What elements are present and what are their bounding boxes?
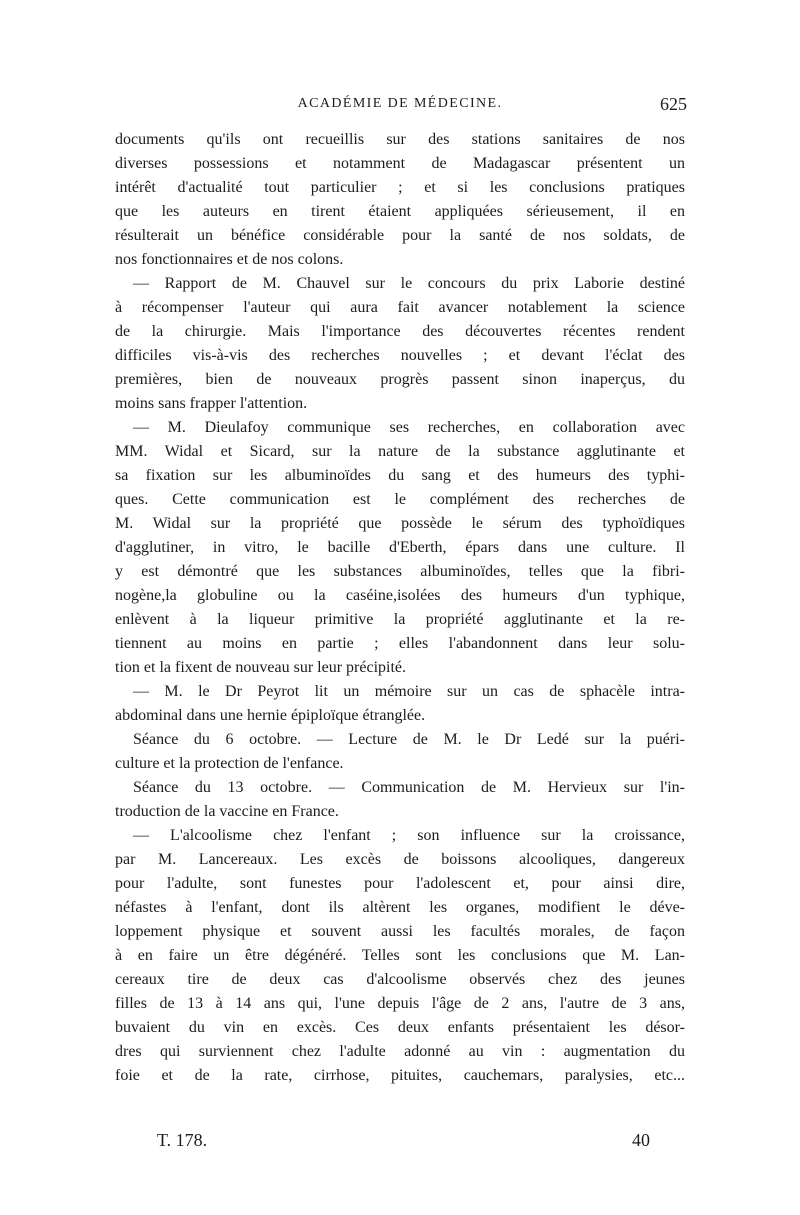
text-line: Séance du 6 octobre. — Lecture de M. le Dr Ledé sur la puéri- — [133, 731, 685, 748]
text-line: néfastes à l'enfant, dont ils altèrent les organes, modifient le déve- — [115, 899, 685, 916]
text-line: de la chirurgie. Mais l'importance des découvertes récentes rendent — [115, 323, 685, 340]
text-line: tiennent au moins en partie ; elles l'abandonnent dans leur solu- — [115, 635, 685, 652]
text-line: ques. Cette communication est le complément des recherches de — [115, 491, 685, 508]
text-line: par M. Lancereaux. Les excès de boissons alcooliques, dangereux — [115, 851, 685, 868]
signature-mark: T. 178. — [157, 1130, 208, 1150]
page-number: 625 — [660, 94, 687, 114]
text-line: d'agglutiner, in vitro, le bacille d'Eberth, épars dans une culture. Il — [115, 539, 685, 556]
page-footer — [115, 1130, 685, 1156]
text-line: diverses possessions et notamment de Madagascar présentent un — [115, 155, 685, 172]
text-line: filles de 13 à 14 ans qui, l'une depuis l'âge de 2 ans, l'autre de 3 ans, — [115, 995, 685, 1012]
sheet-number: 40 — [632, 1130, 650, 1150]
text-line: — M. le Dr Peyrot lit un mémoire sur un cas de sphacèle intra- — [133, 683, 685, 700]
text-line: loppement physique et souvent aussi les facultés morales, de façon — [115, 923, 685, 940]
text-line: — Rapport de M. Chauvel sur le concours du prix Laborie destiné — [133, 275, 685, 292]
text-line: dres qui surviennent chez l'adulte adonné au vin : augmentation du — [115, 1043, 685, 1060]
running-head — [115, 96, 685, 120]
text-line: abdominal dans une hernie épiploïque étranglée. — [115, 707, 426, 724]
text-line: MM. Widal et Sicard, sur la nature de la substance agglutinante et — [115, 443, 685, 460]
text-line: troduction de la vaccine en France. — [115, 803, 339, 820]
text-line: nogène,la globuline ou la caséine,isolées des humeurs d'un typhique, — [115, 587, 685, 604]
text-line: moins sans frapper l'attention. — [115, 395, 308, 412]
text-line: buvaient du vin en excès. Ces deux enfants présentaient les désor- — [115, 1019, 685, 1036]
text-line: culture et la protection de l'enfance. — [115, 755, 344, 772]
text-line: foie et de la rate, cirrhose, pituites, cauchemars, paralysies, etc... — [115, 1067, 685, 1084]
text-line: Séance du 13 octobre. — Communication de M. Hervieux sur l'in- — [133, 779, 685, 796]
text-line: documents qu'ils ont recueillis sur des stations sanitaires de nos — [115, 131, 685, 148]
text-line: sa fixation sur les albuminoïdes du sang et des humeurs des typhi- — [115, 467, 685, 484]
text-line: — L'alcoolisme chez l'enfant ; son influence sur la croissance, — [133, 827, 685, 844]
text-line: difficiles vis-à-vis des recherches nouvelles ; et devant l'éclat des — [115, 347, 685, 364]
text-line: à récompenser l'auteur qui aura fait avancer notablement la science — [115, 299, 685, 316]
text-line: y est démontré que les substances albuminoïdes, telles que la fibri- — [115, 563, 685, 580]
body-text — [115, 128, 685, 1088]
text-line: premières, bien de nouveaux progrès passent sinon inaperçus, du — [115, 371, 685, 388]
text-line: que les auteurs en tirent étaient appliquées sérieusement, il en — [115, 203, 685, 220]
text-line: résulterait un bénéfice considérable pour la santé de nos soldats, de — [115, 227, 685, 244]
running-title: ACADÉMIE DE MÉDECINE. — [297, 96, 503, 111]
text-line: pour l'adulte, sont funestes pour l'adolescent et, pour ainsi dire, — [115, 875, 685, 892]
text-line: tion et la fixent de nouveau sur leur précipité. — [115, 659, 407, 676]
text-line: intérêt d'actualité tout particulier ; et si les conclusions pratiques — [115, 179, 685, 196]
text-line: enlèvent à la liqueur primitive la propriété agglutinante et la re- — [115, 611, 685, 628]
text-line: cereaux tire de deux cas d'alcoolisme observés chez des jeunes — [115, 971, 685, 988]
text-line: nos fonctionnaires et de nos colons. — [115, 251, 344, 268]
text-line: à en faire un être dégénéré. Telles sont les conclusions que M. Lan- — [115, 947, 685, 964]
text-line: M. Widal sur la propriété que possède le sérum des typhoïdiques — [115, 515, 685, 532]
text-line: — M. Dieulafoy communique ses recherches, en collaboration avec — [133, 419, 685, 436]
